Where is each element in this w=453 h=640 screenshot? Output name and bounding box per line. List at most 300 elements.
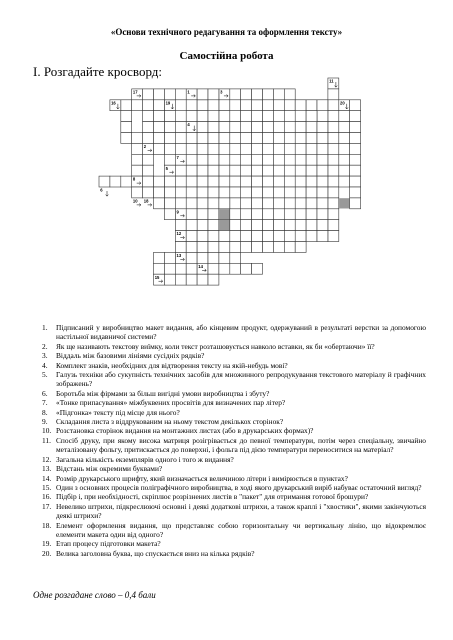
crossword-cell[interactable] [328, 198, 339, 209]
crossword-cell[interactable] [208, 111, 219, 122]
crossword-cell[interactable] [164, 176, 175, 187]
crossword-cell[interactable] [317, 133, 328, 144]
crossword-cell[interactable] [317, 122, 328, 133]
subject-header: «Основи технічного редагування та оформлення тексту» [110, 27, 343, 37]
crossword-cell[interactable] [284, 198, 295, 209]
crossword-cell[interactable] [241, 187, 252, 198]
crossword-cell[interactable] [154, 133, 165, 144]
crossword-cell[interactable] [273, 165, 284, 176]
crossword-cell[interactable] [317, 165, 328, 176]
crossword-cell[interactable] [154, 187, 165, 198]
crossword-cell[interactable] [164, 198, 175, 209]
crossword-cell[interactable] [208, 154, 219, 165]
crossword-cell[interactable] [230, 252, 241, 263]
crossword-cell[interactable] [230, 89, 241, 100]
crossword-cell[interactable] [263, 154, 274, 165]
crossword-cell[interactable] [208, 122, 219, 133]
crossword-cell[interactable] [306, 220, 317, 231]
crossword-cell[interactable] [197, 89, 208, 100]
crossword-cell[interactable] [273, 187, 284, 198]
crossword-cell[interactable] [339, 111, 350, 122]
crossword-cell[interactable] [219, 154, 230, 165]
crossword-cell[interactable] [154, 263, 165, 274]
crossword-cell[interactable] [350, 143, 361, 154]
crossword-cell[interactable] [186, 242, 197, 253]
crossword-cell[interactable] [252, 198, 263, 209]
crossword-cell[interactable] [306, 100, 317, 111]
crossword-cell[interactable] [328, 220, 339, 231]
crossword-cell[interactable] [273, 89, 284, 100]
crossword-cell[interactable] [175, 111, 186, 122]
crossword-cell[interactable] [99, 176, 110, 187]
crossword-cell[interactable] [175, 122, 186, 133]
crossword-cell[interactable] [241, 154, 252, 165]
crossword-cell[interactable] [208, 274, 219, 285]
crossword-cell[interactable] [350, 187, 361, 198]
crossword-cell[interactable] [219, 263, 230, 274]
crossword-cell[interactable] [241, 143, 252, 154]
crossword-cell[interactable] [197, 100, 208, 111]
crossword-cell[interactable] [208, 252, 219, 263]
crossword-cell[interactable] [339, 133, 350, 144]
crossword-cell[interactable] [197, 187, 208, 198]
crossword-cell[interactable] [295, 198, 306, 209]
crossword-cell[interactable] [284, 143, 295, 154]
crossword-cell[interactable] [284, 209, 295, 220]
crossword-cell[interactable] [208, 89, 219, 100]
crossword-cell[interactable] [175, 198, 186, 209]
crossword-cell[interactable] [230, 165, 241, 176]
crossword-cell[interactable] [295, 133, 306, 144]
crossword-cell[interactable] [241, 176, 252, 187]
crossword-cell[interactable] [121, 111, 132, 122]
crossword-cell[interactable] [143, 154, 154, 165]
crossword-cell[interactable] [230, 220, 241, 231]
crossword-cell[interactable] [175, 274, 186, 285]
crossword-cell[interactable] [295, 100, 306, 111]
crossword-cell[interactable] [241, 263, 252, 274]
crossword-cell[interactable] [241, 242, 252, 253]
crossword-cell[interactable] [317, 187, 328, 198]
crossword-cell[interactable] [306, 165, 317, 176]
crossword-cell[interactable] [110, 176, 121, 187]
crossword-cell[interactable] [306, 111, 317, 122]
crossword-cell[interactable] [164, 187, 175, 198]
crossword-cell[interactable] [328, 231, 339, 242]
crossword-cell[interactable] [306, 187, 317, 198]
crossword-cell[interactable] [230, 231, 241, 242]
crossword-cell[interactable] [252, 209, 263, 220]
crossword-cell[interactable] [208, 133, 219, 144]
crossword-cell[interactable] [339, 122, 350, 133]
crossword-cell[interactable] [273, 176, 284, 187]
crossword-cell[interactable] [197, 220, 208, 231]
clue-arrow-icon [137, 204, 141, 207]
crossword-cell[interactable] [306, 231, 317, 242]
crossword-cell[interactable] [284, 187, 295, 198]
crossword-cell[interactable] [154, 143, 165, 154]
crossword-cell[interactable] [241, 209, 252, 220]
crossword-cell[interactable] [284, 100, 295, 111]
crossword-cell[interactable] [350, 176, 361, 187]
crossword-cell[interactable] [186, 165, 197, 176]
crossword-cell[interactable] [263, 100, 274, 111]
crossword-cell[interactable] [252, 89, 263, 100]
crossword-cell[interactable] [284, 165, 295, 176]
crossword-cell[interactable] [317, 176, 328, 187]
crossword-cell[interactable] [306, 122, 317, 133]
crossword-cell[interactable] [252, 100, 263, 111]
crossword-cell[interactable] [197, 242, 208, 253]
crossword-cell[interactable] [241, 100, 252, 111]
crossword-cell[interactable] [197, 252, 208, 263]
crossword-cell[interactable] [219, 176, 230, 187]
crossword-cell[interactable] [208, 220, 219, 231]
crossword-cell[interactable] [306, 154, 317, 165]
crossword-cell[interactable] [121, 133, 132, 144]
crossword-cell[interactable] [317, 100, 328, 111]
crossword-cell[interactable] [273, 242, 284, 253]
crossword-cell[interactable] [132, 133, 143, 144]
question-number: 1. [42, 323, 48, 332]
crossword-cell[interactable] [143, 165, 154, 176]
crossword-cell[interactable] [273, 231, 284, 242]
shaded-cell [219, 220, 229, 230]
crossword-cell[interactable] [273, 122, 284, 133]
crossword-cell[interactable] [219, 252, 230, 263]
crossword-cell[interactable] [121, 176, 132, 187]
crossword-cell[interactable] [328, 111, 339, 122]
crossword-cell[interactable] [263, 209, 274, 220]
crossword-cell[interactable] [143, 133, 154, 144]
crossword-cell[interactable] [154, 89, 165, 100]
crossword-cell[interactable] [186, 143, 197, 154]
crossword-cell[interactable] [121, 100, 132, 111]
crossword-cell[interactable] [186, 100, 197, 111]
crossword-cell[interactable] [295, 122, 306, 133]
crossword-cell[interactable] [219, 231, 230, 242]
crossword-cell[interactable] [186, 209, 197, 220]
crossword-cell[interactable] [197, 231, 208, 242]
crossword-cell[interactable] [306, 133, 317, 144]
crossword-cell[interactable] [143, 122, 154, 133]
crossword-cell[interactable] [143, 89, 154, 100]
crossword-cell[interactable] [164, 122, 175, 133]
crossword-cell[interactable] [154, 122, 165, 133]
crossword-cell[interactable] [263, 111, 274, 122]
crossword-cell[interactable] [219, 242, 230, 253]
crossword-cell[interactable] [328, 187, 339, 198]
crossword-cell[interactable] [164, 209, 175, 220]
crossword-cell[interactable] [339, 143, 350, 154]
crossword-cell[interactable] [230, 154, 241, 165]
crossword-cell[interactable] [284, 133, 295, 144]
crossword-cell[interactable] [197, 165, 208, 176]
crossword-cell[interactable] [241, 231, 252, 242]
crossword-cell[interactable] [208, 143, 219, 154]
crossword-cell[interactable] [186, 111, 197, 122]
crossword-cell[interactable] [284, 111, 295, 122]
crossword-cell[interactable] [230, 242, 241, 253]
crossword-cell[interactable] [121, 122, 132, 133]
crossword-cell[interactable] [263, 89, 274, 100]
crossword-cell[interactable] [350, 133, 361, 144]
crossword-cell[interactable] [317, 143, 328, 154]
crossword-cell[interactable] [143, 100, 154, 111]
crossword-cell[interactable] [230, 209, 241, 220]
crossword-cell[interactable] [273, 198, 284, 209]
crossword-cell[interactable] [252, 242, 263, 253]
crossword-cell[interactable] [197, 154, 208, 165]
crossword-cell[interactable] [197, 133, 208, 144]
crossword-cell[interactable] [197, 143, 208, 154]
crossword-cell[interactable] [263, 198, 274, 209]
crossword-cell[interactable] [175, 263, 186, 274]
crossword-cell[interactable] [328, 165, 339, 176]
crossword-cell[interactable] [197, 209, 208, 220]
crossword-cell[interactable] [252, 133, 263, 144]
crossword-cell[interactable] [295, 176, 306, 187]
crossword-cell[interactable] [328, 209, 339, 220]
crossword-cell[interactable] [241, 122, 252, 133]
crossword-cell[interactable] [284, 154, 295, 165]
crossword-cell[interactable] [230, 111, 241, 122]
crossword-cell[interactable] [252, 143, 263, 154]
crossword-cell[interactable] [219, 198, 230, 209]
crossword-cell[interactable] [350, 122, 361, 133]
crossword-cell[interactable] [284, 176, 295, 187]
crossword-cell[interactable] [306, 209, 317, 220]
crossword-cell[interactable] [295, 242, 306, 253]
crossword-cell[interactable] [252, 176, 263, 187]
crossword-cell[interactable] [284, 242, 295, 253]
crossword-cell[interactable] [339, 154, 350, 165]
crossword-cell[interactable] [143, 176, 154, 187]
crossword-cell[interactable] [252, 154, 263, 165]
crossword-cell[interactable] [230, 122, 241, 133]
crossword-cell[interactable] [208, 187, 219, 198]
crossword-cell[interactable] [295, 165, 306, 176]
crossword-cell[interactable] [339, 165, 350, 176]
crossword-cell[interactable] [328, 133, 339, 144]
crossword-cell[interactable] [208, 242, 219, 253]
crossword-cell[interactable] [186, 198, 197, 209]
crossword-cell[interactable] [197, 122, 208, 133]
crossword-cell[interactable] [219, 143, 230, 154]
crossword-cell[interactable] [219, 111, 230, 122]
crossword-cell[interactable] [132, 165, 143, 176]
crossword-cell[interactable] [164, 274, 175, 285]
crossword-cell[interactable] [317, 198, 328, 209]
question-number: 15. [42, 482, 52, 492]
crossword-cell[interactable] [350, 100, 361, 111]
crossword-cell[interactable] [154, 111, 165, 122]
crossword-cell[interactable] [154, 252, 165, 263]
crossword-cell[interactable] [175, 176, 186, 187]
crossword-cell[interactable] [186, 133, 197, 144]
crossword-cell[interactable] [208, 209, 219, 220]
crossword-cell[interactable] [252, 111, 263, 122]
crossword-cell[interactable] [132, 154, 143, 165]
crossword-cell[interactable] [175, 242, 186, 253]
crossword-cell[interactable] [175, 143, 186, 154]
crossword-cell[interactable] [230, 187, 241, 198]
crossword-cell[interactable] [317, 220, 328, 231]
crossword-cell[interactable] [219, 187, 230, 198]
crossword-cell[interactable] [164, 252, 175, 263]
crossword-cell[interactable] [306, 198, 317, 209]
crossword-cell[interactable] [208, 165, 219, 176]
crossword-cell[interactable] [164, 143, 175, 154]
crossword-cell[interactable] [230, 143, 241, 154]
crossword-cell[interactable] [241, 111, 252, 122]
crossword-cell[interactable] [263, 176, 274, 187]
crossword-cell[interactable] [230, 198, 241, 209]
crossword-cell[interactable] [175, 100, 186, 111]
crossword-cell[interactable] [263, 220, 274, 231]
crossword-cell[interactable] [328, 154, 339, 165]
crossword-cell[interactable] [306, 143, 317, 154]
clue-number: 18 [143, 198, 149, 204]
crossword-cell[interactable] [154, 100, 165, 111]
crossword-cell[interactable] [273, 143, 284, 154]
crossword-cell[interactable] [186, 252, 197, 263]
crossword-cell[interactable] [263, 242, 274, 253]
crossword-cell[interactable] [154, 198, 165, 209]
crossword-cell[interactable] [186, 187, 197, 198]
crossword-cell[interactable] [143, 111, 154, 122]
crossword-cell[interactable] [186, 231, 197, 242]
crossword-cell[interactable] [350, 154, 361, 165]
crossword-cell[interactable] [132, 143, 143, 154]
crossword-cell[interactable] [219, 100, 230, 111]
crossword-cell[interactable] [263, 165, 274, 176]
crossword-cell[interactable] [350, 198, 361, 209]
crossword-cell[interactable] [317, 154, 328, 165]
crossword-cell[interactable] [263, 143, 274, 154]
crossword-cell[interactable] [295, 209, 306, 220]
crossword-cell[interactable] [186, 263, 197, 274]
crossword-cell[interactable] [295, 231, 306, 242]
crossword-cell[interactable] [328, 122, 339, 133]
crossword-cell[interactable] [164, 89, 175, 100]
crossword-cell[interactable] [208, 198, 219, 209]
crossword-cell[interactable] [197, 198, 208, 209]
crossword-cell[interactable] [132, 100, 143, 111]
crossword-cell[interactable] [273, 100, 284, 111]
crossword-cell[interactable] [263, 231, 274, 242]
crossword-cell[interactable] [230, 176, 241, 187]
crossword-cell[interactable] [164, 154, 175, 165]
crossword-cell[interactable] [241, 165, 252, 176]
crossword-cell[interactable] [154, 176, 165, 187]
questions-list [42, 323, 426, 558]
crossword-cell[interactable] [208, 176, 219, 187]
crossword-cell[interactable] [273, 209, 284, 220]
crossword-cell[interactable] [208, 100, 219, 111]
crossword-cell[interactable] [208, 263, 219, 274]
crossword-cell[interactable] [284, 89, 295, 100]
question-number: 9. [42, 417, 48, 427]
crossword-cell[interactable] [284, 231, 295, 242]
crossword-cell[interactable] [317, 111, 328, 122]
crossword-cell[interactable] [295, 154, 306, 165]
crossword-cell[interactable] [186, 274, 197, 285]
crossword-cell[interactable] [175, 165, 186, 176]
crossword-cell[interactable] [295, 187, 306, 198]
crossword-cell[interactable] [241, 133, 252, 144]
crossword-cell[interactable] [295, 220, 306, 231]
crossword-cell[interactable] [252, 187, 263, 198]
crossword-cell[interactable] [241, 198, 252, 209]
crossword-cell[interactable] [273, 111, 284, 122]
crossword-cell[interactable] [197, 176, 208, 187]
crossword-cell[interactable] [208, 231, 219, 242]
crossword-cell[interactable] [306, 176, 317, 187]
crossword-cell[interactable] [186, 220, 197, 231]
crossword-cell[interactable] [219, 122, 230, 133]
crossword-cell[interactable] [263, 122, 274, 133]
question-item [42, 417, 426, 426]
crossword-cell[interactable] [186, 154, 197, 165]
crossword-cell[interactable] [328, 89, 339, 100]
crossword-cell[interactable] [273, 154, 284, 165]
crossword-cell[interactable] [175, 133, 186, 144]
crossword-cell[interactable] [175, 187, 186, 198]
crossword-cell[interactable] [263, 133, 274, 144]
crossword-cell[interactable] [230, 133, 241, 144]
clue-number: 1 [187, 89, 190, 95]
crossword-cell[interactable] [350, 111, 361, 122]
crossword-cell[interactable] [252, 122, 263, 133]
crossword-cell[interactable] [317, 231, 328, 242]
crossword-cell[interactable] [241, 220, 252, 231]
crossword-cell[interactable] [350, 165, 361, 176]
crossword-cell[interactable] [241, 89, 252, 100]
crossword-cell[interactable] [284, 122, 295, 133]
crossword-cell[interactable] [164, 133, 175, 144]
crossword-cell[interactable] [197, 111, 208, 122]
crossword-cell[interactable] [230, 263, 241, 274]
crossword-cell[interactable] [143, 187, 154, 198]
crossword-cell[interactable] [186, 176, 197, 187]
crossword-cell[interactable] [219, 133, 230, 144]
crossword-cell[interactable] [273, 133, 284, 144]
crossword-cell[interactable] [328, 143, 339, 154]
crossword-cell[interactable] [328, 100, 339, 111]
crossword-cell[interactable] [317, 209, 328, 220]
crossword-cell[interactable] [164, 263, 175, 274]
crossword-cell[interactable] [295, 111, 306, 122]
crossword-cell[interactable] [273, 220, 284, 231]
crossword-cell[interactable] [252, 220, 263, 231]
crossword-cell[interactable] [197, 274, 208, 285]
crossword-cell[interactable] [328, 176, 339, 187]
crossword-cell[interactable] [252, 231, 263, 242]
crossword-cell[interactable] [175, 89, 186, 100]
crossword-cell[interactable] [175, 220, 186, 231]
crossword-cell[interactable] [263, 187, 274, 198]
crossword-cell[interactable] [252, 263, 263, 274]
crossword-cell[interactable] [132, 187, 143, 198]
crossword-cell[interactable] [219, 165, 230, 176]
crossword-cell[interactable] [339, 176, 350, 187]
crossword-cell[interactable] [284, 220, 295, 231]
crossword-cell[interactable] [230, 100, 241, 111]
crossword-cell[interactable] [164, 111, 175, 122]
crossword-cell[interactable] [295, 143, 306, 154]
crossword-cell[interactable] [252, 165, 263, 176]
